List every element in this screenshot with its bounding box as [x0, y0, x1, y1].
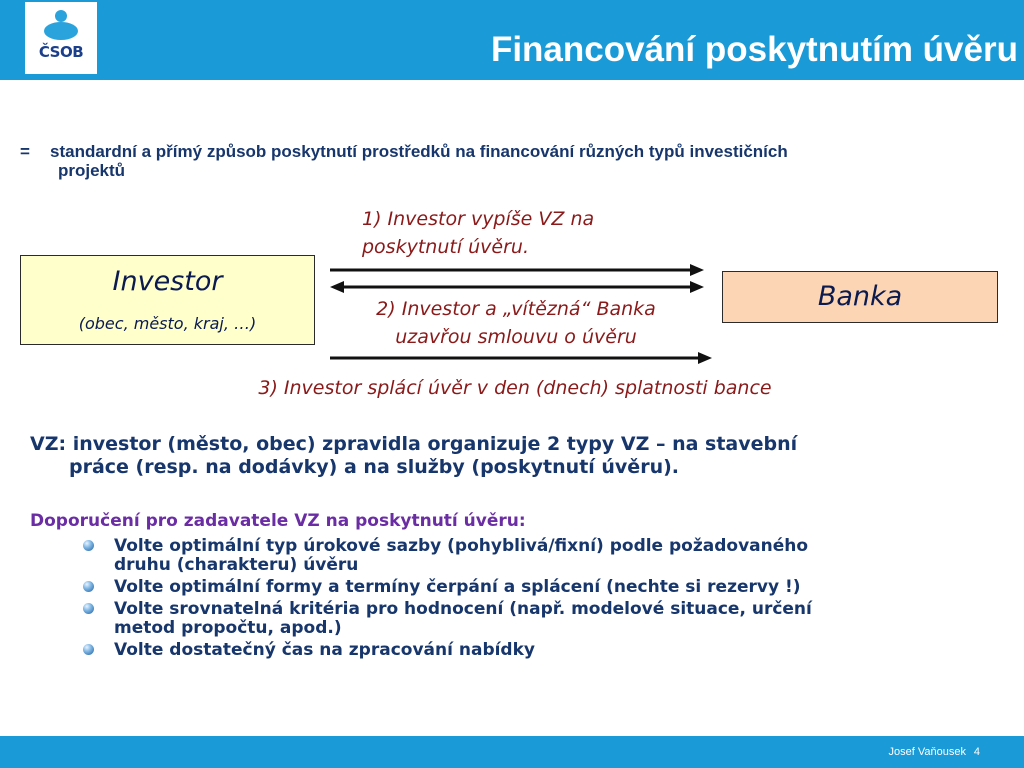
list-item-line-1: Volte srovnatelná kritéria pro hodnocení (např. modelové situace, určení	[114, 599, 812, 619]
arrow-1-investor-to-bank	[330, 264, 704, 276]
step-3-label: 3) Investor splácí úvěr v den (dnech) splatnosti bance	[258, 377, 772, 399]
list-item-line-1: Volte optimální typ úrokové sazby (pohyblivá/fixní) podle požadovaného	[114, 536, 809, 556]
step-1-line-1: 1) Investor vypíše VZ na	[362, 208, 595, 230]
list-item-line-2: metod propočtu, apod.)	[114, 618, 342, 638]
vz-note	[30, 433, 990, 479]
step-2-line-1: 2) Investor a „vítězná“ Banka	[376, 298, 656, 320]
list-item	[80, 641, 960, 660]
step-1-line-2: poskytnutí úvěru.	[362, 236, 530, 258]
logo-text: ČSOB	[38, 43, 84, 61]
recommendations-title: Doporučení pro zadavatele VZ na poskytnutí úvěru:	[30, 511, 526, 531]
vz-note-line-2: práce (resp. na dodávky) a na služby (poskytnutí úvěru).	[69, 456, 679, 478]
recommendations-list	[80, 537, 960, 663]
step-2-line-2: uzavřou smlouvu o úvěru	[395, 326, 637, 348]
list-item-line-2: druhu (charakteru) úvěru	[114, 555, 359, 575]
arrow-3-investor-to-bank	[330, 352, 712, 364]
equals-symbol: =	[20, 142, 30, 161]
list-item	[80, 578, 960, 597]
page-title: Financování poskytnutím úvěru	[490, 30, 1018, 69]
definition-line-1: standardní a přímý způsob poskytnutí prostředků na financování různých typů investičních	[50, 142, 788, 161]
arrow-2-bidirectional	[330, 281, 704, 293]
bank-title: Banka	[817, 281, 903, 312]
vz-note-line-1: VZ: investor (město, obec) zpravidla organizuje 2 typy VZ – na stavební	[30, 433, 798, 455]
bullet-icon	[83, 581, 94, 592]
footer-bar	[0, 736, 1024, 768]
bullet-icon	[83, 603, 94, 614]
bullet-icon	[83, 644, 94, 655]
definition-line-2: projektů	[58, 161, 126, 180]
list-item-line-1: Volte dostatečný čas na zpracování nabídky	[114, 640, 535, 660]
list-item	[80, 600, 960, 638]
list-item-line-1: Volte optimální formy a termíny čerpání a splácení (nechte si rezervy !)	[114, 577, 801, 597]
investor-title: Investor	[112, 266, 223, 297]
step-2-label	[336, 295, 696, 351]
page-number: 4	[973, 746, 980, 758]
footer-author: Josef Vaňousek	[888, 746, 966, 758]
investor-subtitle: (obec, město, kraj, …)	[78, 314, 257, 333]
bullet-icon	[83, 540, 94, 551]
list-item	[80, 537, 960, 575]
